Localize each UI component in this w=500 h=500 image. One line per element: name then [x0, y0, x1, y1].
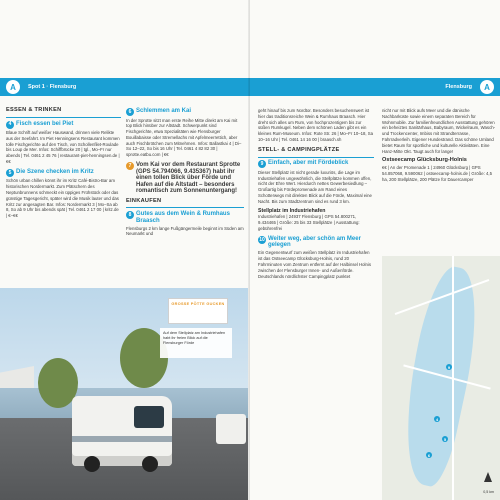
entry-piet [6, 121, 121, 165]
entry-title [258, 160, 374, 168]
section-rule [6, 117, 121, 118]
right-header-bar [250, 78, 500, 96]
intro-text: geht hinauf bis zum Nordtor. Besonders besuchenswert ist hier das traditionsreiche Wein & Rumhaus Braasch. Hier dreht sich alles um Rum, von hochprozentigem bis zur süßen Rumkugel. Neben dem schönen Laden gibt es ein kleines Rum-Museum. Infos: Rote Str. 26 | Mo–Fr 10–18, Sa 10–16 Uhr | Tel. 0461 14 16 00 | braasch.sh [258, 108, 374, 142]
entry-title-text: Fisch essen bei Piet [16, 120, 74, 127]
map-pin: 4 [435, 416, 439, 422]
entry-title [6, 121, 121, 129]
photo-caption: Auf dem Stellplatz am Industriehafen habt ihr freien Blick auf die Flensburger Förde [160, 328, 232, 358]
entry-tip [126, 162, 244, 195]
entry-number-badge: 8 [126, 211, 134, 219]
map-pin: 5 [443, 436, 447, 442]
right-column-2 [382, 108, 496, 183]
area-map [382, 256, 500, 500]
entry-body: Dieser Stellplatz ist nicht gerade luxuriös, die Lage im Industriehafen ungewöhnlich, die Stellplätze kommen offen, nicht der Ehre Wert. Hierdurch nettes Gewerbesiedlung – Großartig bis Fördepromenade am Rand eines Schotterwegs mit direkten Blick auf die Förde, Maximal eine Nacht. Bis zum Stadtzentrum sind es rund 3 km. [258, 169, 372, 204]
entry-foerdeblick [258, 160, 374, 204]
entry-number-badge: 5 [6, 169, 14, 177]
entry-kritz [6, 169, 121, 219]
right-column-1 [258, 108, 374, 283]
map-pin: 6 [427, 452, 431, 458]
breadcrumb: Flensburg [445, 84, 472, 90]
entry-title [126, 162, 244, 195]
section-heading-camping: STELL- & CAMPINGPLÄTZE [258, 146, 340, 153]
entry-number-badge: 10 [259, 236, 265, 243]
camp-title: Ostseecamp Glücksburg-Holnis [382, 157, 467, 164]
section-rule [126, 207, 244, 208]
right-page [250, 0, 500, 500]
section-heading-einkaufen: EINKAUFEN [126, 197, 162, 204]
wheel-shape [142, 456, 158, 472]
entry-title-text: Schlemmen am Kai [136, 108, 192, 114]
map-pin: 9 [447, 364, 451, 370]
entry-stellplatz-info [258, 209, 374, 232]
entry-title-text: Einfach, aber mit Fördeblick [268, 160, 349, 167]
camp-info: €€ | An der Promenade 1 | 24960 Glücksburg | GPS 54.857068, 9.590062 | ostseecamp-holnis.de | Größe: 4,5 ha, 200 Stellplätze, 200 Plätze für Dauercamper [382, 165, 492, 182]
entry-number-badge: 9 [258, 160, 266, 168]
entry-braasch [126, 211, 244, 237]
entry-title [126, 211, 244, 224]
map-road [452, 256, 454, 500]
van-stripe [72, 436, 172, 442]
chapter-badge: A [6, 80, 20, 94]
map-scale: 0,5 km [483, 490, 494, 494]
left-column-2 [126, 108, 244, 241]
entry-holnis [258, 236, 374, 279]
photo-callout: GROSSE PÖTTE GUCKEN [168, 298, 228, 324]
wheel-shape [84, 456, 100, 472]
entry-title-text: Weiter weg, aber schön am Meer gelegen [268, 235, 361, 249]
chapter-badge: A [480, 80, 494, 94]
entry-title [126, 108, 244, 116]
entry-title-text: Gutes aus dem Wein & Rumhaus Braasch [136, 211, 230, 224]
entry-body: Ein Gegenentwurf zum weißen Stellplatz im Industriehafen ist das Ostseecamp Glücksburg-Holnis, rund 20 Fahrminuten vom Zentrum entfernt auf der Halbinsel Holnis zwischen der Flensburger Innen- und Außenförde. Deutschlands nördlichster Campingplatz punktet [258, 250, 371, 279]
entry-title-text: Die Szene checken im Kritz [16, 168, 94, 175]
section-rule [258, 157, 374, 158]
entry-body: In der Sprotte sitzt man erste Reihe Mitte direkt am Kai mit top Blick hinüber zur Altstadt. Schwerpunkt sind Fischgerichte, etwa Spezialitäten wie Flensburger Bouillabaisse oder Stremellachs mit Apfelmeerrettich, aber auch Fischbrötchen zum Mitnehmen. Infos: Ballastkai 4 | Di–So 12–22, So bis 16 Uhr | Tel. 0461 4 82 82 30 | sprotte.eatbu.com | €€ [126, 117, 242, 158]
north-arrow-icon [484, 472, 492, 482]
left-column-1 [6, 108, 121, 223]
stellplatz-info: Industriehafen | 24937 Flensburg | GPS 54.800271, 9.434465 | Größe: 25 bis 33 Stellplätze | Ausstattung: gebührenfrei [258, 214, 360, 232]
entry-title [258, 236, 374, 249]
entry-body: Flensburgs 2 km lange Fußgängermeile beginnt im Süden am Neumarkt und [126, 225, 244, 237]
entry-body: Blaue Schrift auf weißer Hauswand, drinnen viele Relikte aus der Seefahrt. Im Piet Henningsens Restaurant kommen tolle Fischgerichte auf den Tisch, von Schollenfilet-Roulade bis Loup de Mer. Infos: Schiffbrücke 20 | tgl., Mo–Fr nur abends | Tel. 0461 2 45 76 | restaurant-piet-henningsen.de | €€ [6, 130, 120, 165]
intro-text: nicht nur mit Blick aufs Meer und die dänische Nachbarküste sowie einem separaten Bereich für Wohnmobile. Zur familienfreundlichen Ausstattung gehören ein beheiztes Sanitärhaus, Babyraum, Wickelraum, Wasch- und Trockencenter, Imbiss mit Strandterrasse, Fahrradverleih. Eigener Hundestrand. Das schöne Umland bietet Raum für sportliche und kulturelle Aktivitäten. Eine Hanz-Mitte Okt. Taugt auch für lange! [382, 108, 496, 154]
second-van-shape [216, 414, 246, 444]
entry-number-badge: 4 [6, 121, 14, 129]
entry-body: Schön urban chillen könnt ihr im Kritz Café-Bistro-Bar am historischen Nordermarkt. Zum Plätschern des Neptunbrunnens schmeckt ein üppiges Frühstück oder das günstige Tagesgericht, später wird die Musik lauter und das Kritz zur angesagten Bar. Infos: Nordermarkt 3 | Mo–Sa ab 8, So ab 9 Uhr bis abends spät | Tel. 0461 2 17 00 | kritz.de | €–€€ [6, 178, 119, 219]
tip-icon: 7 [126, 162, 134, 170]
entry-sprotte [126, 108, 244, 158]
stellplatz-title: Stellplatz im Industriehafen [258, 207, 326, 214]
left-header-bar [0, 78, 250, 96]
van-window [134, 406, 164, 428]
entry-number-badge: 6 [126, 108, 134, 116]
entry-title [6, 169, 121, 177]
section-heading-essen: ESSEN & TRINKEN [6, 107, 62, 113]
tip-text: Vom Kai vor dem Restaurant Sprotte (GPS 54.794066, 9.435367) habt ihr einen tollen Blick über Förde und Hafen auf die Altstadt – besonders romantisch zum Sonnenuntergang! [136, 162, 241, 195]
breadcrumb: Spot 1 · Flensburg [28, 84, 77, 90]
camper-van-shape [72, 396, 172, 466]
camper-photo [0, 288, 248, 500]
